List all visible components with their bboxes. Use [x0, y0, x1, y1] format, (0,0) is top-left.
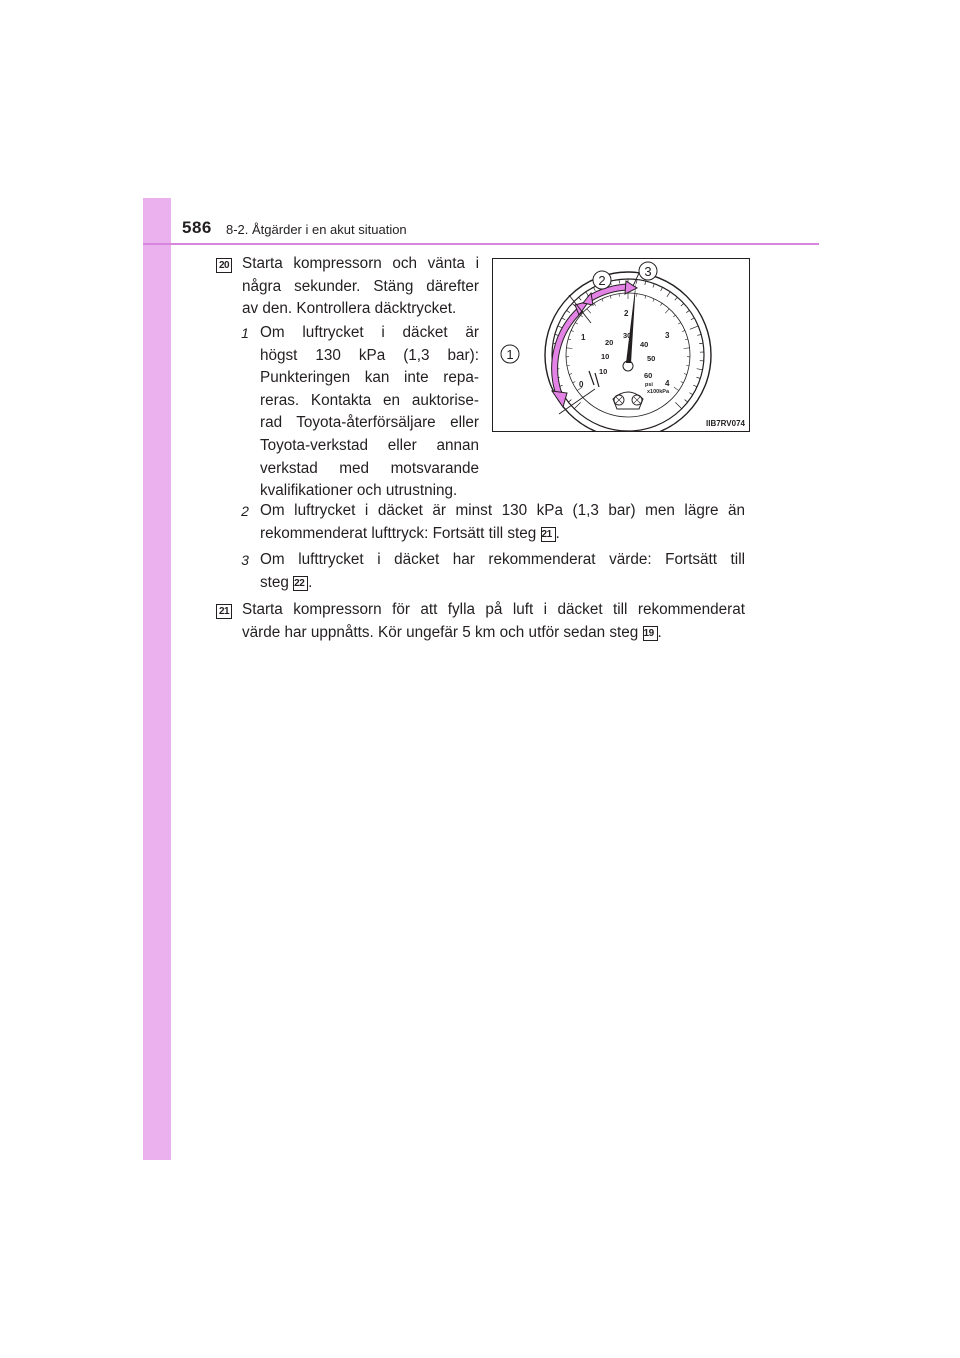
step-21-line-1: Starta kompressorn för att fylla på luft i däcket till rekommenderat: [242, 601, 745, 618]
callout-2: 2: [598, 273, 606, 288]
sub-2-number: 2: [241, 503, 249, 519]
step-21-line-2: värde har uppnåtts. Kör ungefär 5 km och utför sedan steg 19 .: [242, 623, 662, 641]
step-20-line: Starta kompressorn och vänta i: [242, 255, 479, 272]
bar-label: 3: [665, 331, 670, 340]
sub-3-text: [260, 549, 745, 594]
sub-2-line-2: rekommenderat lufttryck: Fortsätt till steg 21 .: [260, 524, 560, 542]
step-20-line: av den. Kontrollera däcktrycket.: [242, 300, 457, 318]
sub-1-line: kvalifikationer och utrustning.: [260, 482, 458, 500]
sub-1-line: verkstad med motsvarande: [260, 459, 479, 477]
step-20-badge: 20: [216, 258, 232, 273]
sidebar-tab: [143, 198, 171, 1160]
psi-label: 50: [647, 354, 656, 363]
psi-label: 40: [640, 340, 649, 349]
sub-1-line: reras. Kontakta en auktorise-: [260, 391, 479, 409]
figure-code: IIB7RV074: [706, 419, 745, 428]
header-band: [171, 198, 819, 244]
unit-psi: psi: [645, 382, 653, 388]
callout-3: 3: [644, 264, 652, 279]
sub-3-line-1: Om lufttrycket i däcket har rekommenderat värde: Fortsätt till: [260, 551, 745, 568]
bar-label: 2: [624, 309, 629, 318]
sub-1-line: Om luftrycket i däcket är: [260, 324, 479, 341]
section-title: 8-2. Åtgärder i en akut situation: [226, 222, 407, 237]
page-number: 586: [182, 218, 212, 237]
psi-label: 30: [623, 331, 632, 340]
sub-1-line: rad Toyota-återförsäljare eller: [260, 414, 479, 432]
pressure-gauge-figure: [492, 258, 750, 432]
step-21-text: [242, 599, 745, 644]
sub-2-line-1: Om luftrycket i däcket är minst 130 kPa (1,3 bar) men lägre än: [260, 502, 745, 519]
header-rule: [143, 243, 819, 245]
psi-label-10: 10: [601, 352, 610, 361]
sub-1-line: Toyota-verkstad eller annan: [260, 436, 479, 454]
sub-3-number: 3: [241, 552, 249, 568]
callout-1: 1: [506, 347, 514, 362]
psi-label: 60: [644, 371, 653, 380]
bar-label: 4: [665, 379, 670, 388]
step-ref-22[interactable]: 22: [293, 576, 308, 591]
psi-label: 10: [599, 367, 608, 376]
sub-1-line: högst 130 kPa (1,3 bar):: [260, 346, 479, 364]
step-ref-21[interactable]: 21: [541, 527, 556, 542]
step-20-line: några sekunder. Stäng därefter: [242, 277, 479, 295]
pressure-gauge-illustration: [493, 259, 749, 431]
unit-kpa: x100kPa: [647, 389, 670, 395]
step-20-text: [242, 253, 479, 321]
sub-3-line-2: steg 22 .: [260, 573, 313, 591]
step-ref-19[interactable]: 19: [643, 626, 658, 641]
psi-label: 20: [605, 338, 614, 347]
sub-1-number: 1: [241, 325, 249, 341]
step-21-badge: 21: [216, 604, 232, 619]
bar-label: 0: [579, 380, 584, 389]
bar-label: 1: [581, 333, 586, 342]
sub-2-text: [260, 500, 745, 545]
sub-1-line: Punkteringen kan inte repa-: [260, 369, 479, 387]
sub-1-text: [260, 322, 479, 503]
